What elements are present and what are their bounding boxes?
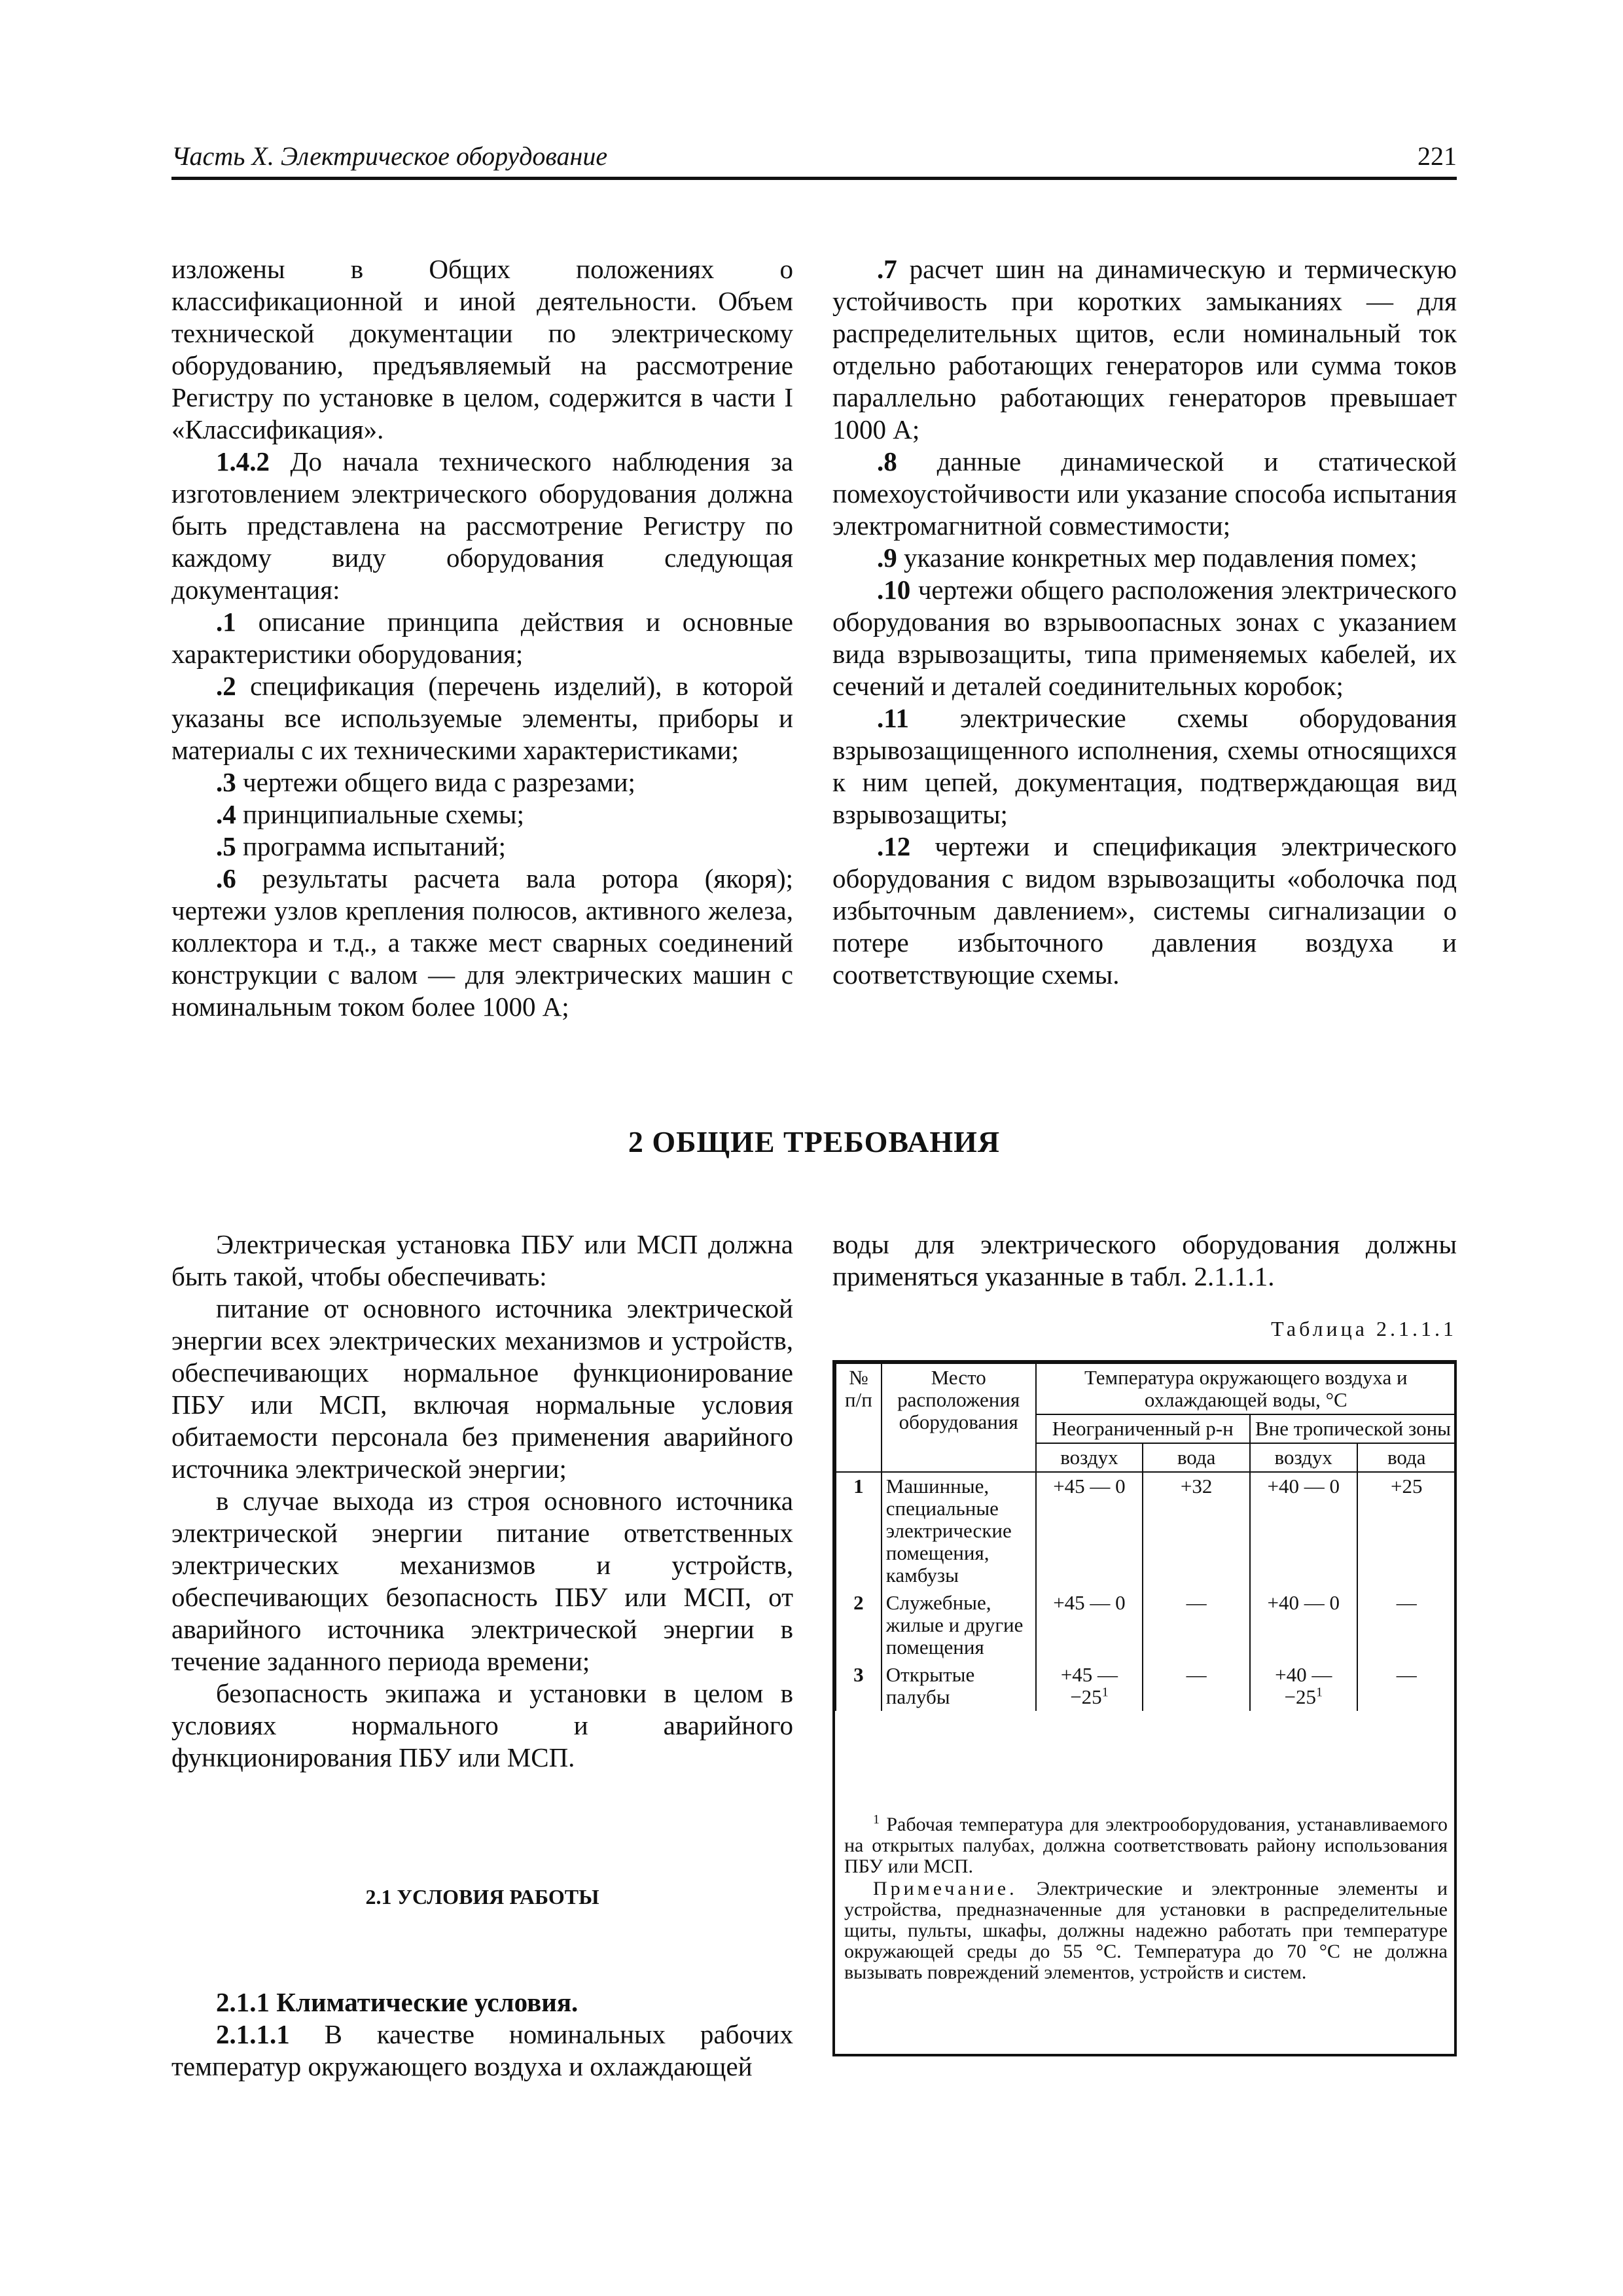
- table-caption: Таблица 2.1.1.1: [1271, 1317, 1457, 1340]
- table-row: [836, 1589, 1456, 1661]
- item-text: программа испытаний;: [236, 831, 506, 861]
- subsubsection-title: [171, 1986, 793, 2018]
- header-unlimited-region: Неограниченный р-н: [1036, 1414, 1250, 1443]
- row-num: 2: [836, 1589, 882, 1661]
- row-air-1: [1036, 1661, 1143, 1711]
- subsection-title: 2.1 УСЛОВИЯ РАБОТЫ: [365, 1885, 599, 1909]
- paragraph: питание от основного источника электрической энергии всех электрических механизмов и устройств, обеспечивающих нормальное функционирование ПБУ или МСП, включая нормальные условия обитаемости персонала без применения аварийного источника электрической энергии;: [171, 1293, 793, 1484]
- row-air-1: +45 — 0: [1036, 1589, 1143, 1661]
- list-item: [832, 574, 1457, 702]
- row-air-2: +40 — 0: [1250, 1589, 1357, 1661]
- item-number: .10: [877, 575, 911, 605]
- left-column-bottom: [171, 1229, 793, 1774]
- list-item: [171, 606, 793, 670]
- list-item: [832, 446, 1457, 542]
- list-item: [171, 670, 793, 766]
- note-label: Примечание.: [873, 1878, 1018, 1899]
- paragraph: Электрическая установка ПБУ или МСП должна быть такой, чтобы обеспечивать:: [171, 1229, 793, 1291]
- list-item: [171, 863, 793, 1023]
- item-number: .4: [216, 799, 236, 829]
- header-air: воздух: [1036, 1443, 1143, 1472]
- row-place: Открытые палубы: [882, 1661, 1036, 1711]
- list-item: [832, 831, 1457, 991]
- subsubsection: [171, 1986, 793, 2083]
- header-place: Место расположения оборудования: [882, 1363, 1036, 1472]
- item-number: .3: [216, 767, 236, 797]
- list-item: [832, 702, 1457, 831]
- item-number: .5: [216, 831, 236, 861]
- climate-table: [835, 1363, 1457, 1711]
- row-air-2: +40 — 0: [1250, 1472, 1357, 1589]
- paragraph: в случае выхода из строя основного источника электрической энергии питание ответственных электрических механизмов и устройств, обеспечивающих безопасность ПБУ или МСП, от аварийного источника электрической энергии в течение заданного периода времени;: [171, 1486, 793, 1676]
- table-notes: [844, 1814, 1448, 1984]
- clause-text: До начала технического наблюдения за изготовлением электрического оборудования должна быть представлена на рассмотрение Регистру по каждому виду оборудования следующая документация:: [171, 446, 793, 605]
- item-number: .7: [877, 254, 897, 284]
- climate-table-frame: [832, 1360, 1457, 2056]
- row-air-1: +45 — 0: [1036, 1472, 1143, 1589]
- row-air-2: [1250, 1661, 1357, 1711]
- item-text: данные динамической и статической помехоустойчивости или указание способа испытания электромагнитной совместимости;: [832, 446, 1457, 541]
- list-item: [171, 798, 793, 831]
- row-water-1: —: [1143, 1589, 1250, 1661]
- item-text: расчет шин на динамическую и термическую устойчивость при коротких замыканиях — для распределительных щитов, если номинальный ток отдельно работающих генераторов или сумма токов параллельно работающих генераторов превышает 1000 А;: [832, 254, 1457, 444]
- subsubsection-heading: 2.1.1 Климатические условия.: [216, 1987, 579, 2017]
- header-water: вода: [1143, 1443, 1250, 1472]
- clause-number: 1.4.2: [216, 446, 270, 476]
- item-number: .12: [877, 831, 911, 861]
- item-text: описание принципа действия и основные характеристики оборудования;: [171, 607, 793, 669]
- paragraph: воды для электрического оборудования должны применяться указанные в табл. 2.1.1.1.: [832, 1229, 1457, 1291]
- row-num: 1: [836, 1472, 882, 1589]
- list-item: [832, 542, 1457, 574]
- table-note: [844, 1878, 1448, 1983]
- footnote-text: Рабочая температура для электрооборудования, устанавливаемого на открытых палубах, должна соответствовать району использования ПБУ или МСП.: [844, 1814, 1448, 1877]
- item-text: электрические схемы оборудования взрывозащищенного исполнения, схемы относящихся к ним цепей, документация, подтверждающая вид взрывозащиты;: [832, 703, 1457, 829]
- row-water-2: —: [1357, 1661, 1457, 1711]
- list-item: [171, 766, 793, 798]
- footnote-mark: 1: [1101, 1685, 1109, 1700]
- footnote-mark: 1: [873, 1812, 880, 1827]
- row-water-1: —: [1143, 1661, 1250, 1711]
- item-text: чертежи общего вида с разрезами;: [236, 767, 635, 797]
- item-number: .6: [216, 863, 236, 893]
- row-place: Машинные, специальные электрические помещения, камбузы: [882, 1472, 1036, 1589]
- row-num: 3: [836, 1661, 882, 1711]
- header-outside-tropical: Вне тропической зоны: [1250, 1414, 1456, 1443]
- header-temperature: Температура окружающего воздуха и охлаждающей воды, °С: [1036, 1363, 1456, 1414]
- clause-number: 2.1.1.1: [216, 2019, 290, 2049]
- paragraph-1-4-2: [171, 446, 793, 606]
- page-number: 221: [1418, 141, 1457, 171]
- item-number: .1: [216, 607, 236, 637]
- item-text: указание конкретных мер подавления помех;: [897, 543, 1418, 573]
- right-column-top: [832, 253, 1457, 991]
- item-number: .2: [216, 671, 236, 701]
- note-text: Электрические и электронные элементы и устройства, предназначенные для установки в распределительные щиты, пульты, шкафы, должны надежно работать при температуре окружающей среды до 55 °С. Температура до 70 °С не должна вызывать повреждений элементов, устройств и систем.: [844, 1878, 1448, 1983]
- list-item: [171, 831, 793, 863]
- list-item: [832, 253, 1457, 446]
- paragraph: изложены в Общих положениях о классификационной и иной деятельности. Объем технической документации по электрическому оборудованию, предъявляемый на рассмотрение Регистру по установке в целом, содержится в части I «Классификация».: [171, 254, 793, 444]
- clause-text: В качестве номинальных рабочих температур окружающего воздуха и охлаждающей: [171, 2019, 793, 2081]
- item-text: чертежи общего расположения электрического оборудования во взрывоопасных зонах с указанием вида взрывозащиты, типа применяемых кабелей, их сечений и деталей соединительных коробок;: [832, 575, 1457, 701]
- footnote-mark: 1: [1315, 1685, 1323, 1700]
- item-text: чертежи и спецификация электрического оборудования с видом взрывозащиты «оболочка под избыточным давлением», системы сигнализации о потере избыточного давления воздуха и соответствующие схемы.: [832, 831, 1457, 990]
- header-water: вода: [1357, 1443, 1457, 1472]
- paragraph-2-1-1-1: [171, 2018, 793, 2083]
- row-place: Служебные, жилые и другие помещения: [882, 1589, 1036, 1661]
- item-text: результаты расчета вала ротора (якоря); чертежи узлов крепления полюсов, активного железа, коллектора и т.д., а также мест сварных соединений конструкции с валом — для электрических машин с номинальным током более 1000 А;: [171, 863, 793, 1022]
- table-footnote: [844, 1814, 1448, 1877]
- page-header: [171, 137, 1457, 180]
- row-air-1-value: +45 — −25: [1060, 1663, 1118, 1708]
- row-water-1: +32: [1143, 1472, 1250, 1589]
- header-air: воздух: [1250, 1443, 1357, 1472]
- left-column-top: [171, 253, 793, 1023]
- header-num: № п/п: [836, 1363, 882, 1472]
- item-number: .11: [877, 703, 909, 733]
- row-water-2: —: [1357, 1589, 1457, 1661]
- item-text: принципиальные схемы;: [236, 799, 524, 829]
- running-title: Часть X. Электрическое оборудование: [171, 141, 608, 171]
- row-water-2: +25: [1357, 1472, 1457, 1589]
- item-text: спецификация (перечень изделий), в которой указаны все используемые элементы, приборы и материалы с их техническими характеристиками;: [171, 671, 793, 765]
- section-title: 2 ОБЩИЕ ТРЕБОВАНИЯ: [628, 1125, 1001, 1158]
- paragraph: безопасность экипажа и установки в целом в условиях нормального и аварийного функционирования ПБУ или МСП.: [171, 1678, 793, 1772]
- table-row: [836, 1661, 1456, 1711]
- right-column-bottom: [832, 1229, 1457, 1293]
- row-air-2-value: +40 — −25: [1275, 1663, 1332, 1708]
- table-row: [836, 1472, 1456, 1589]
- item-number: .9: [877, 543, 897, 573]
- item-number: .8: [877, 446, 897, 476]
